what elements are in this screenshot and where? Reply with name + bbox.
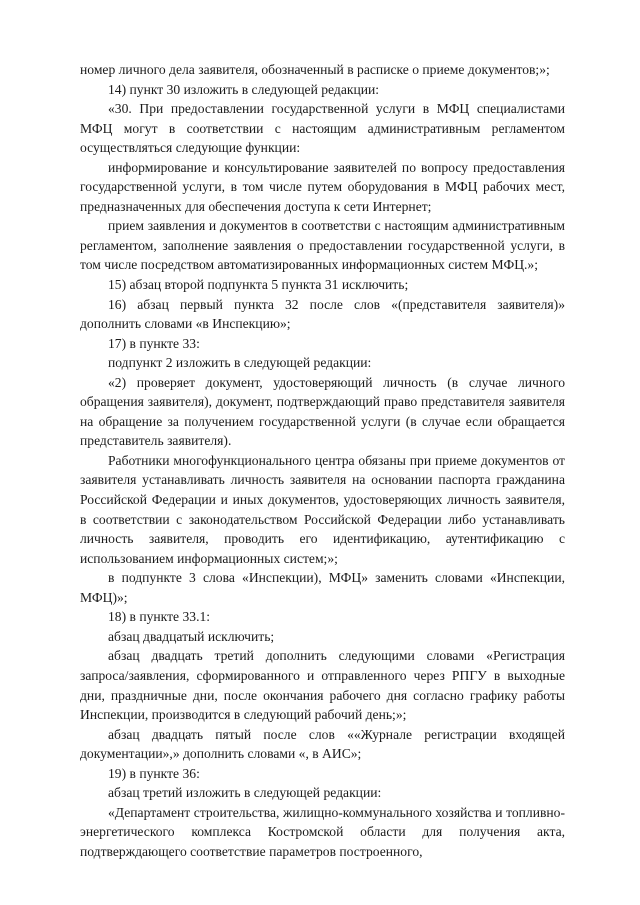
paragraph: Работники многофункционального центра обязаны при приеме документов от заявителя устанавливать личность заявителя на основании паспорта гражданина Российской Федерации и иных документов, удостоверяющих личность заявителя, в соответствии с законодательством Российской Федерации либо устанавливать личность заявителя, проводить его идентификацию, аутентификацию с использованием информационных систем;»; bbox=[80, 452, 565, 566]
paragraph: абзац двадцать третий дополнить следующими словами «Регистрация запроса/заявления, сформированного и отправленного через РПГУ в выходные дни, праздничные дни, после окончания рабочего дня согласно графику работы Инспекции, производится в следующий рабочий день;»; bbox=[80, 648, 565, 723]
paragraph: номер личного дела заявителя, обозначенный в расписке о приеме документов;»; bbox=[80, 62, 550, 77]
paragraph: 16) абзац первый пункта 32 после слов «(представителя заявителя)» дополнить словами «в Инспекцию»; bbox=[80, 296, 565, 332]
paragraph: 14) пункт 30 изложить в следующей редакции: bbox=[108, 81, 380, 97]
paragraph: 17) в пункте 33: bbox=[108, 335, 200, 351]
document-text-body bbox=[80, 60, 565, 861]
paragraph: 15) абзац второй подпункта 5 пункта 31 исключить; bbox=[108, 277, 409, 293]
paragraph: прием заявления и документов в соответстви с настоящим административным регламентом, заполнение заявления о предоставлении государственной услуги, в том числе посредством автоматизированных информационных систем МФЦ.»; bbox=[80, 218, 565, 273]
paragraph: абзац двадцатый исключить; bbox=[108, 628, 275, 644]
paragraph: абзац двадцать пятый после слов ««Журнале регистрации входящей документации»,» дополнить словами «, в АИС»; bbox=[80, 726, 565, 762]
paragraph: подпункт 2 изложить в следующей редакции: bbox=[108, 355, 372, 371]
paragraph: информирование и консультирование заявителей по вопросу предоставления государственной услуги, в том числе путем оборудования в МФЦ рабочих мест, предназначенных для обеспечения доступа к сети Интернет; bbox=[80, 159, 565, 214]
paragraph: в подпункте 3 слова «Инспекции), МФЦ» заменить словами «Инспекции, МФЦ)»; bbox=[80, 570, 565, 605]
paragraph: «2) проверяет документ, удостоверяющий личность (в случае личного обращения заявителя), документ, подтверждающий право представителя заявителя на обращение за получением государственной услуги (в случае если обращается представитель заявителя). bbox=[80, 374, 565, 449]
paragraph: «Департамент строительства, жилищно-коммунального хозяйства и топливно-энергетического комплекса Костромской области для получения акта, подтверждающего соответствие параметров построенного, bbox=[80, 804, 565, 859]
paragraph: 18) в пункте 33.1: bbox=[108, 609, 211, 625]
paragraph: 19) в пункте 36: bbox=[108, 765, 200, 781]
paragraph: абзац третий изложить в следующей редакции: bbox=[108, 785, 382, 801]
paragraph: «30. При предоставлении государственной услуги в МФЦ специалистами МФЦ могут в соответствии с настоящим административным регламентом осуществляться следующие функции: bbox=[80, 101, 565, 156]
